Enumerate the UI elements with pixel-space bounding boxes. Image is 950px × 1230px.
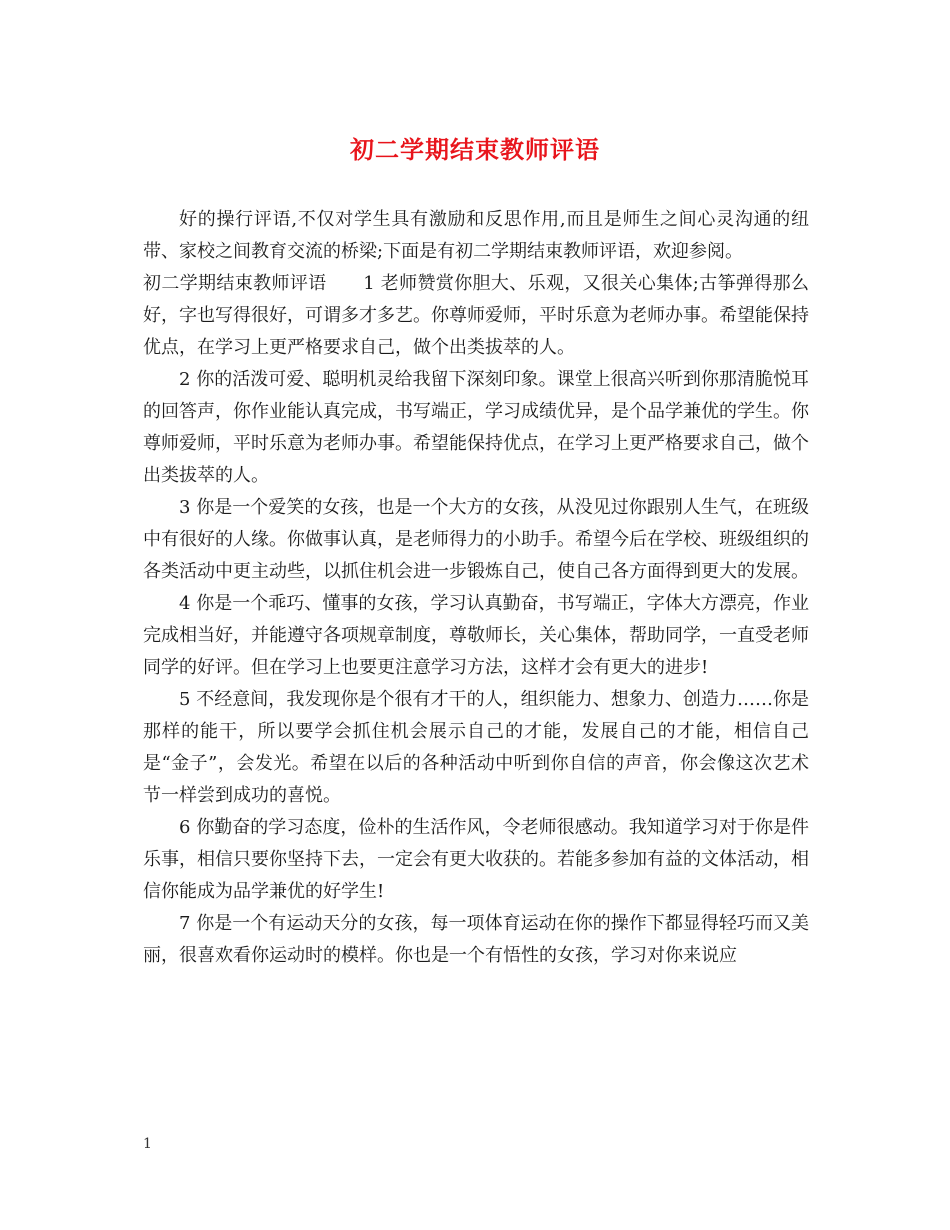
intro-paragraph: 好的操行评语,不仅对学生具有激励和反思作用,而且是师生之间心灵沟通的纽带、家校之间教育交流的桥梁;下面是有初二学期结束教师评语，欢迎参阅。	[143, 209, 809, 262]
comment-paragraph-2: 2 你的活泼可爱、聪明机灵给我留下深刻印象。课堂上很高兴听到你那清脆悦耳的回答声，你作业能认真完成，书写端正，学习成绩优异，是个品学兼优的学生。你尊师爱师，平时乐意为老师办事。希望能保持优点，在学习上更严格要求自己，做个出类拔萃的人。	[143, 369, 809, 486]
comment-paragraph-6: 6 你勤奋的学习态度，俭朴的生活作风，令老师很感动。我知道学习对于你是件乐事，相信只要你坚持下去，一定会有更大收获的。若能多参加有益的文体活动，相信你能成为品学兼优的好学生!	[143, 817, 809, 902]
comment-paragraph-1: 初二学期结束教师评语 1 老师赞赏你胆大、乐观，又很关心集体;古筝弹得那么好，字也写得很好，可谓多才多艺。你尊师爱师，平时乐意为老师办事。希望能保持优点，在学习上更严格要求自己，做个出类拔萃的人。	[143, 273, 809, 358]
document-title: 初二学期结束教师评语	[350, 135, 600, 164]
document-body	[143, 204, 809, 972]
comment-paragraph-5: 5 不经意间，我发现你是个很有才干的人，组织能力、想象力、创造力……你是那样的能干，所以要学会抓住机会展示自己的才能，发展自己的才能，相信自己是“金子”，会发光。希望在以后的各种活动中听到你自信的声音，你会像这次艺术节一样尝到成功的喜悦。	[143, 689, 809, 806]
comment-paragraph-7: 7 你是一个有运动天分的女孩，每一项体育运动在你的操作下都显得轻巧而又美丽，很喜欢看你运动时的模样。你也是一个有悟性的女孩，学习对你来说应	[143, 913, 809, 966]
comment-paragraph-3: 3 你是一个爱笑的女孩，也是一个大方的女孩，从没见过你跟别人生气，在班级中有很好的人缘。你做事认真，是老师得力的小助手。希望今后在学校、班级组织的各类活动中更主动些，以抓住机会进一步锻炼自己，使自己各方面得到更大的发展。	[143, 497, 809, 582]
comment-paragraph-4: 4 你是一个乖巧、懂事的女孩，学习认真勤奋，书写端正，字体大方漂亮，作业完成相当好，并能遵守各项规章制度，尊敬师长，关心集体，帮助同学，一直受老师同学的好评。但在学习上也要更注意学习方法，这样才会有更大的进步!	[143, 593, 809, 678]
page-number: 1	[143, 1136, 152, 1152]
